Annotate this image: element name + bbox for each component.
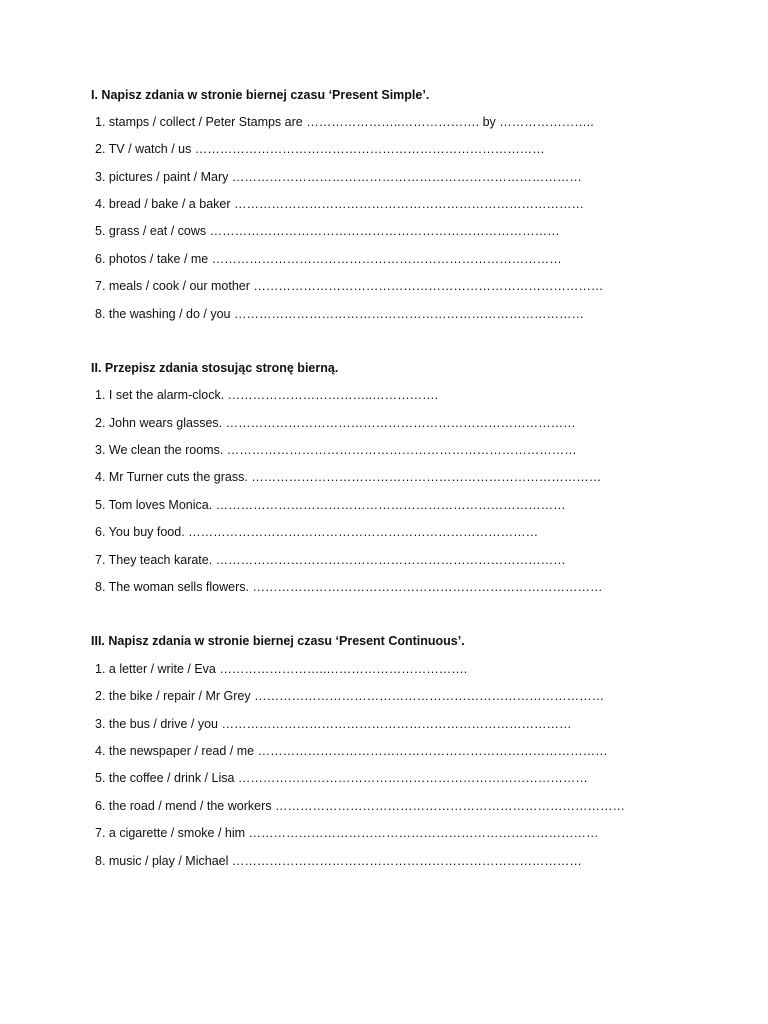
section-2-item: 2. John wears glasses. ………………………………………………………………………… xyxy=(95,416,576,430)
section-2-item: 1. I set the alarm-clock. ……………………………..……………. xyxy=(95,388,439,402)
section-2-item: 7. They teach karate. ………………………………………………………………………… xyxy=(95,553,566,567)
section-2-item: 4. Mr Turner cuts the grass. ………………………………………………………………………… xyxy=(95,470,602,484)
section-2-item: 3. We clean the rooms. ………………………………………………………………………… xyxy=(95,443,577,457)
section-1-heading: I. Napisz zdania w stronie biernej czasu ‘Present Simple’. xyxy=(91,88,430,102)
section-1-item: 8. the washing / do / you ………………………………………………………………………… xyxy=(95,307,584,321)
section-3-item: 4. the newspaper / read / me ………………………………………………………………………… xyxy=(95,744,608,758)
section-3-item: 7. a cigarette / smoke / him ………………………………………………………………………… xyxy=(95,826,599,840)
section-3-item: 8. music / play / Michael ………………………………………………………………………… xyxy=(95,854,582,868)
section-1-item: 3. pictures / paint / Mary ………………………………………………………………………… xyxy=(95,170,582,184)
section-1-item: 2. TV / watch / us ………………………………………………………………………… xyxy=(95,142,545,156)
section-3-item: 5. the coffee / drink / Lisa ………………………………………………………………………… xyxy=(95,771,588,785)
section-2-item: 8. The woman sells flowers. ………………………………………………………………………… xyxy=(95,580,603,594)
section-1-item: 5. grass / eat / cows ………………………………………………………………………… xyxy=(95,224,560,238)
section-3-item: 3. the bus / drive / you ………………………………………………………………………… xyxy=(95,717,572,731)
section-2-item: 5. Tom loves Monica. ………………………………………………………………………… xyxy=(95,498,566,512)
section-2-item: 6. You buy food. ………………………………………………………………………… xyxy=(95,525,539,539)
section-3-item: 6. the road / mend / the workers ………………………………………………………………………… xyxy=(95,799,625,813)
section-3-item: 2. the bike / repair / Mr Grey ………………………………………………………………………… xyxy=(95,689,605,703)
section-1-item: 4. bread / bake / a baker ………………………………………………………………………… xyxy=(95,197,584,211)
section-3-item: 1. a letter / write / Eva ……………………..……………………………. xyxy=(95,662,468,676)
section-3-heading: III. Napisz zdania w stronie biernej czasu ‘Present Continuous’. xyxy=(91,634,465,648)
section-1-item: 6. photos / take / me ………………………………………………………………………… xyxy=(95,252,562,266)
section-1-item: 7. meals / cook / our mother ………………………………………………………………………… xyxy=(95,279,604,293)
section-2-heading: II. Przepisz zdania stosując stronę bierną. xyxy=(91,361,339,375)
section-1-item: 1. stamps / collect / Peter Stamps are …………………..………………. by ………………….. xyxy=(95,115,594,129)
